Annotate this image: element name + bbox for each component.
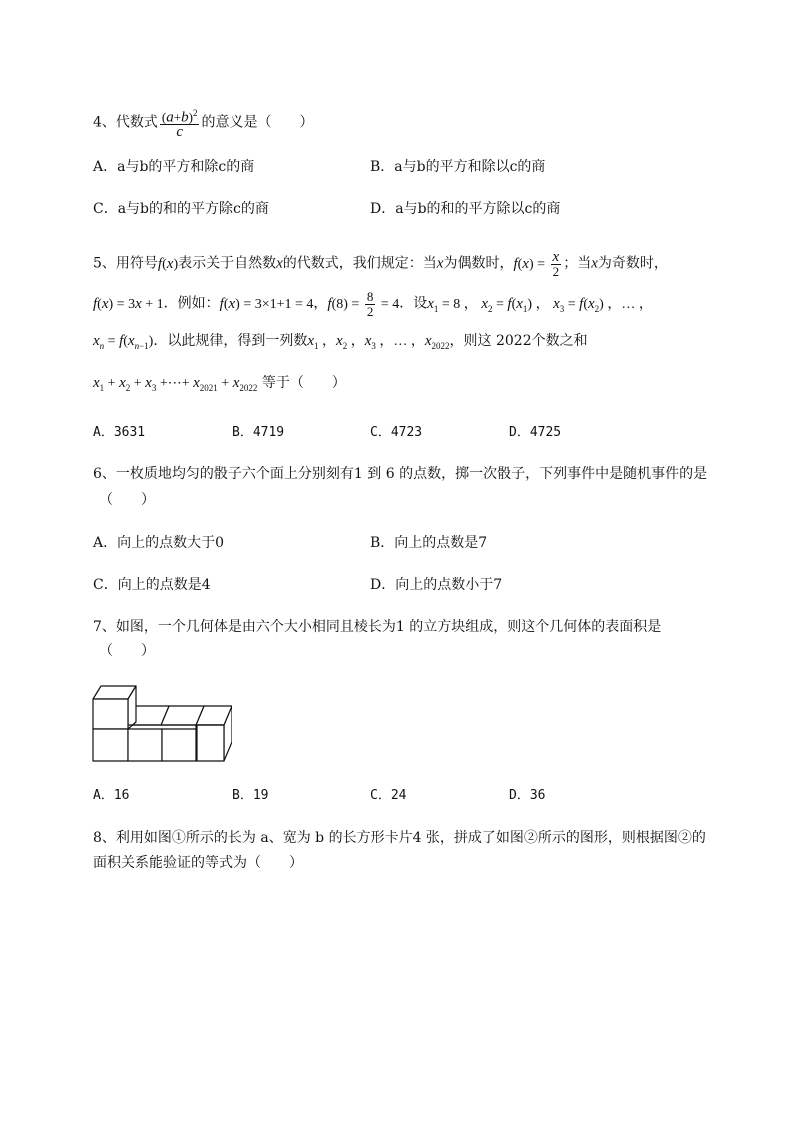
q6-option-d[interactable]: D．向上的点数小于7	[370, 577, 503, 593]
q6-option-c[interactable]: C．向上的点数是4	[93, 577, 211, 593]
q5-example-1: f(x) = 3×1+1 = 4	[219, 295, 314, 312]
q5-odd-rule: f(x) = 3x + 1	[93, 295, 164, 312]
q7-option-b[interactable]: B．19	[232, 788, 269, 803]
q5-var-x2: x	[436, 255, 444, 272]
question-5-line-3	[93, 331, 588, 356]
q5-example-2: f(8) = $\frac{8}{2}$ = 4	[327, 289, 400, 319]
q5-text-1a: 5、用符号	[93, 255, 158, 272]
q5-text-4a: 等于（ ）	[261, 375, 346, 391]
q7-option-a[interactable]: A．16	[93, 788, 130, 803]
q5-option-d[interactable]: D．4725	[509, 425, 562, 440]
q5-option-c[interactable]: C．4723	[370, 425, 423, 440]
q7-option-c[interactable]: C．24	[370, 788, 407, 803]
q5-var-x: x	[276, 255, 283, 272]
q5-fx: f(x)	[157, 255, 179, 272]
q5-option-a[interactable]: A．3631	[93, 425, 146, 440]
q6-option-b[interactable]: B．向上的点数是7	[370, 535, 488, 551]
q4-option-a[interactable]: A．a与b的平方和除c的商	[93, 159, 255, 175]
q5-text-3a: ．以此规律，得到一列数	[153, 333, 308, 349]
q4-suffix: 的意义是（ ）	[201, 114, 314, 131]
q5-even-rule: f(x) = $\frac{x}{2}$	[513, 249, 560, 279]
q6-option-a[interactable]: A．向上的点数大于0	[93, 535, 225, 551]
question-8-line-2: 面积关系能验证的等式为（ ）	[93, 855, 303, 871]
question-5-line-2: f(x) = 3x + 1．例如：f(x) = 3×1+1 = 4，f(8) = $\frac{8}{2}$ = 4．设$x_1 = 8$ ， $x_2 = f(x_1)$ ， $x_3 = f(x_2)$ ，… ，	[93, 289, 653, 319]
q5-text-2a: ．例如：	[163, 295, 220, 312]
question-7-line-1: 7、如图，一个几何体是由六个大小相同且棱长为1 的立方块组成，则这个几何体的表面积是	[93, 619, 662, 635]
q4-option-d[interactable]: D．a与b的和的平方除以c的商	[370, 201, 561, 217]
q5-text-2b: ．设	[399, 295, 428, 312]
question-7-line-2: （ ）	[99, 643, 155, 659]
question-5-line-1	[93, 250, 668, 279]
question-5-line-4	[93, 373, 346, 398]
question-6-line-2: （ ）	[99, 492, 155, 508]
q5-sum-expression: $x_1 + x_2 + x_3$ +⋯+ $x_{2021} + x_{2022}$	[93, 375, 258, 393]
q7-option-d[interactable]: D．36	[509, 788, 546, 803]
q5-recurrence: $x_n = f(x_{n-1})$	[93, 333, 154, 351]
q5-text-1d: 为偶数时，	[443, 255, 514, 272]
question-6-line-1: 6、一枚质地均匀的骰子六个面上分别刻有1 到 6 的点数，掷一次骰子，下列事件中是随机事件的是	[93, 466, 708, 482]
q5-sequence-list: $x_1$ ，$x_2$ ，$x_3$ ，… ，$x_{2022}$	[307, 333, 450, 351]
q5-option-b[interactable]: B．4719	[232, 425, 285, 440]
question-4-stem	[93, 106, 313, 139]
q5-text-1c: 的代数式，我们规定：当	[282, 255, 437, 272]
q5-text-1b: 表示关于自然数	[178, 255, 277, 272]
q4-prefix: 4、代数式	[93, 114, 158, 131]
q4-option-c[interactable]: C．a与b的和的平方除c的商	[93, 201, 269, 217]
question-8-line-1: 8、利用如图①所示的长为 a、宽为 b 的长方形卡片4 张，拼成了如图②所示的图形，则根据图②的	[93, 830, 706, 846]
q5-text-1f: 为奇数时，	[597, 255, 668, 272]
q4-option-b[interactable]: B．a与b的平方和除以c的商	[370, 159, 546, 175]
q5-text-3b: ，则这 2022个数之和	[449, 333, 588, 349]
q5-text-1e: ；当	[563, 255, 592, 272]
cube-solid-figure	[92, 684, 232, 764]
q5-var-x3: x	[591, 255, 598, 272]
q4-expression: $\frac{(a+b)^2}{c}$	[161, 108, 198, 141]
q5-sequence-def: $x_1 = 8$ ， $x_2 = f(x_1)$ ， $x_3 = f(x_2)$ ，… ，	[427, 295, 653, 314]
